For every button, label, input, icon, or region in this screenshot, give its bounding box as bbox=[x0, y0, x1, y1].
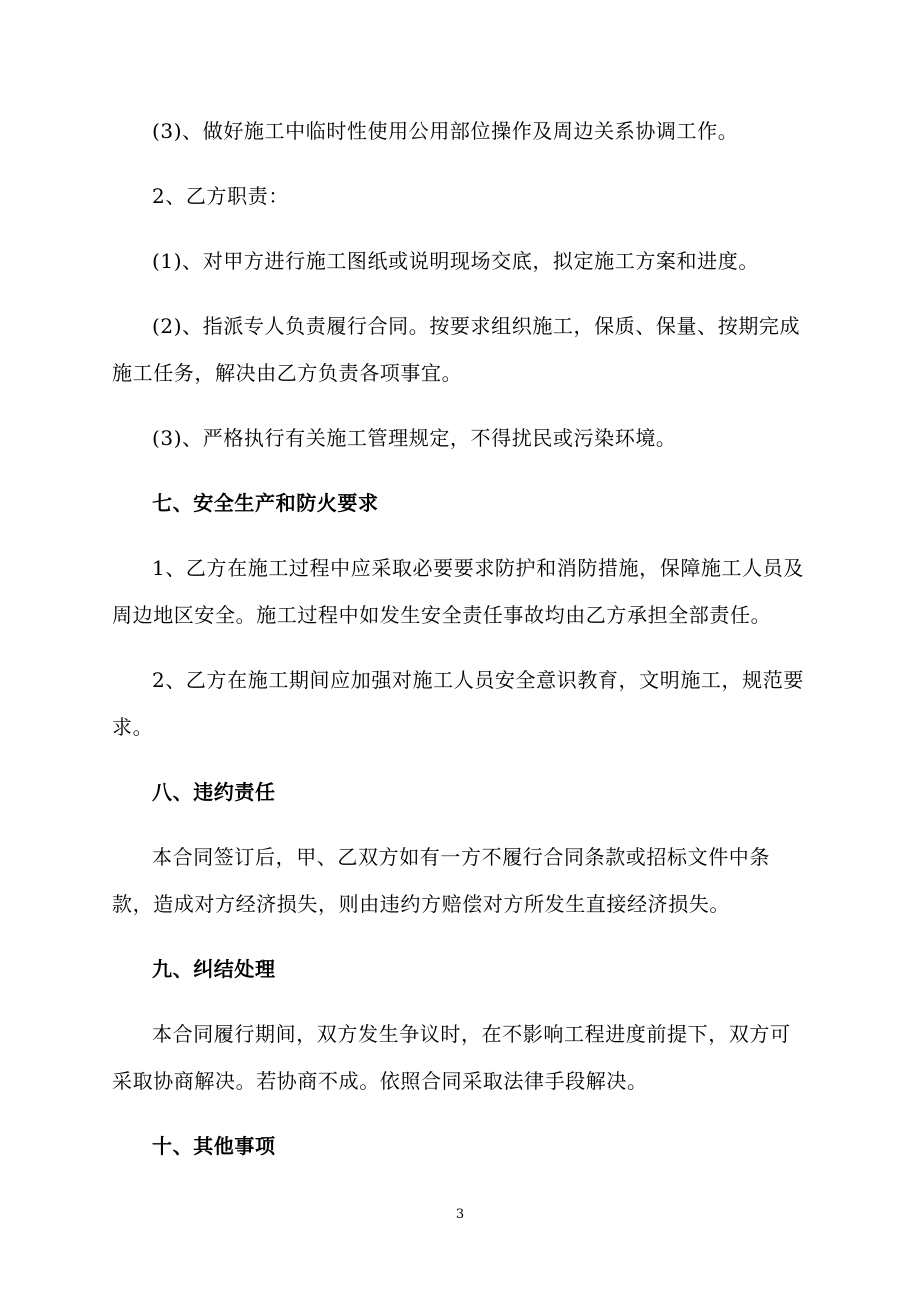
section-heading-dispute: 九、纠结处理 bbox=[152, 957, 276, 981]
paragraph-breach: 本合同签订后，甲、乙双方如有一方不履行合同条款或招标文件中条款，造成对方经济损失，则由违约方赔偿对方所发生直接经济损失。 bbox=[112, 845, 770, 916]
section-heading-breach: 八、违约责任 bbox=[152, 780, 276, 804]
paragraph-party-b-duty-2: (2)、指派专人负责履行合同。按要求组织施工，保质、保量、按期完成施工任务，解决由乙方负责各项事宜。 bbox=[112, 314, 801, 385]
paragraph-safety-2: 2、乙方在施工期间应加强对施工人员安全意识教育，文明施工，规范要求。 bbox=[112, 668, 804, 739]
document-body bbox=[112, 108, 808, 1188]
page-number: 3 bbox=[455, 1207, 465, 1222]
paragraph-safety-1: 1、乙方在施工过程中应采取必要要求防护和消防措施，保障施工人员及周边地区安全。施工过程中如发生安全责任事故均由乙方承担全部责任。 bbox=[112, 556, 804, 627]
paragraph-party-b-duties: 2、乙方职责： bbox=[152, 184, 289, 208]
section-heading-safety: 七、安全生产和防火要求 bbox=[152, 491, 379, 515]
section-heading-other: 十、其他事项 bbox=[152, 1134, 276, 1158]
paragraph-party-b-duty-1: (1)、对甲方进行施工图纸或说明现场交底，拟定施工方案和进度。 bbox=[152, 249, 759, 273]
paragraph-responsibility-3: (3)、做好施工中临时性使用公用部位操作及周边关系协调工作。 bbox=[152, 119, 739, 143]
paragraph-dispute: 本合同履行期间，双方发生争议时，在不影响工程进度前提下，双方可采取协商解决。若协商不成。依照合同采取法律手段解决。 bbox=[112, 1022, 791, 1093]
paragraph-party-b-duty-3: (3)、严格执行有关施工管理规定，不得扰民或污染环境。 bbox=[152, 426, 677, 450]
